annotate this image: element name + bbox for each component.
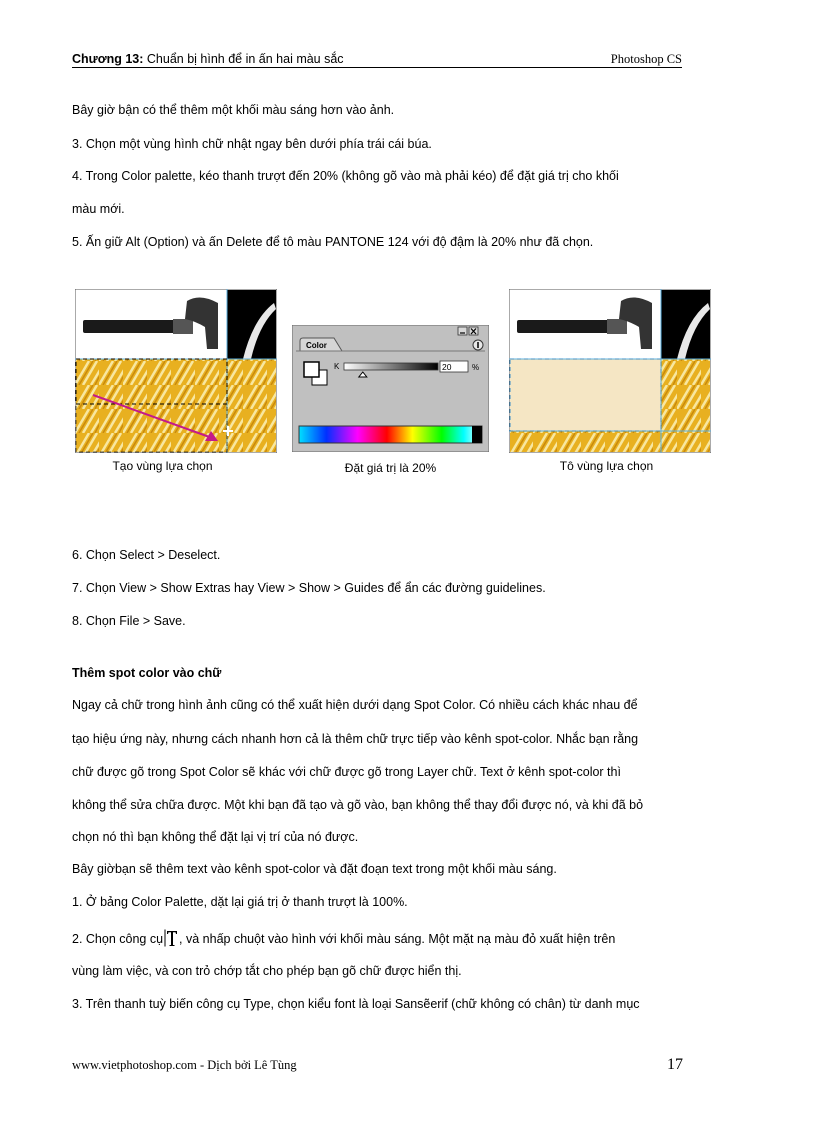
paragraph: 5. Ấn giữ Alt (Option) và ấn Delete để tô màu PANTONE 124 với độ đậm là 20% như đã chọn. bbox=[72, 235, 594, 249]
paragraph: 8. Chọn File > Save. bbox=[72, 614, 186, 628]
paragraph: Bây giờ bận có thể thêm một khối màu sáng hơn vào ảnh. bbox=[72, 103, 395, 117]
figure-caption: Tô vùng lựa chọn bbox=[559, 459, 654, 473]
tint-slider-track[interactable] bbox=[344, 363, 438, 370]
figure-create-selection bbox=[75, 289, 277, 453]
app-name: Photoshop CS bbox=[610, 52, 682, 66]
chapter-title: Chuẩn bị hình để in ấn hai màu sắc bbox=[143, 52, 344, 66]
paragraph: vùng làm việc, và con trỏ chớp tắt cho phép bạn gõ chữ được hiển thị. bbox=[72, 964, 462, 978]
chapter-label: Chương 13: bbox=[72, 52, 144, 66]
color-ramp[interactable] bbox=[299, 426, 482, 443]
chapter-heading bbox=[72, 52, 344, 66]
minimize-button bbox=[458, 327, 467, 335]
paragraph: không thể sửa chữa được. Một khi bạn đã tạo và gõ vào, bạn không thể thay đổi được nó, và khi đã bỏ bbox=[72, 798, 644, 812]
paragraph: màu mới. bbox=[72, 202, 125, 216]
paragraph: tạo hiệu ứng này, nhưng cách nhanh hơn cả là thêm chữ trực tiếp vào kênh spot-color. Nhắc bạn rằng bbox=[72, 732, 639, 746]
paragraph: Bây giờbạn sẽ thêm text vào kênh spot-color và đặt đoạn text trong một khối màu sáng. bbox=[72, 862, 557, 876]
palette-tab-color[interactable]: Color bbox=[306, 341, 327, 350]
paragraph: 4. Trong Color palette, kéo thanh trượt đến 20% (không gõ vào mà phải kéo) để đặt giá trị cho khối bbox=[72, 169, 619, 183]
paragraph: chữ được gõ trong Spot Color sẽ khác với chữ được gõ trong Layer chữ. Text ở kênh spot-color thì bbox=[72, 765, 621, 779]
section-heading: Thêm spot color vào chữ bbox=[72, 666, 222, 680]
figure-caption: Đặt giá trị là 20% bbox=[344, 461, 437, 475]
filled-block bbox=[510, 359, 661, 431]
paragraph: 3. Trên thanh tuỳ biến công cụ Type, chọn kiểu font là loại Sansẽerif (chữ không có chân) từ danh mục bbox=[72, 997, 640, 1011]
step2-before: 2. Chọn công cụ bbox=[72, 932, 164, 946]
paragraph: 6. Chọn Select > Deselect. bbox=[72, 548, 221, 562]
figure-caption: Tạo vùng lựa chọn bbox=[112, 459, 213, 473]
paragraph: Ngay cả chữ trong hình ảnh cũng có thể xuất hiện dưới dạng Spot Color. Có nhiều cách khác nhau để bbox=[72, 698, 638, 712]
page-header bbox=[72, 51, 682, 68]
footer-website: www.vietphotoshop.com - Dịch bởi Lê Tùng bbox=[72, 1058, 297, 1072]
paragraph: 3. Chọn một vùng hình chữ nhật ngay bên dưới phía trái cái búa. bbox=[72, 137, 432, 151]
figure-fill-selection bbox=[509, 289, 711, 453]
type-tool-icon bbox=[164, 929, 178, 947]
step2-after: , và nhấp chuột vào hình với khối màu sáng. Một mặt nạ màu đỏ xuất hiện trên bbox=[179, 932, 616, 946]
paragraph: 1. Ở bảng Color Palette, dặt lại giá trị ở thanh trượt là 100%. bbox=[72, 895, 408, 909]
paragraph: 7. Chọn View > Show Extras hay View > Show > Guides để ẩn các đường guidelines. bbox=[72, 581, 546, 595]
svg-text:K: K bbox=[334, 362, 340, 371]
page-number: 17 bbox=[667, 1056, 683, 1073]
svg-text:20: 20 bbox=[442, 362, 452, 372]
foreground-swatch[interactable] bbox=[304, 362, 319, 377]
hammer-handle bbox=[83, 320, 183, 333]
figure-color-palette bbox=[292, 325, 489, 452]
paragraph: chọn nó thì bạn không thể đặt lại vị trí của nó được. bbox=[72, 830, 359, 844]
svg-text:%: % bbox=[472, 363, 480, 372]
paragraph bbox=[72, 929, 615, 947]
